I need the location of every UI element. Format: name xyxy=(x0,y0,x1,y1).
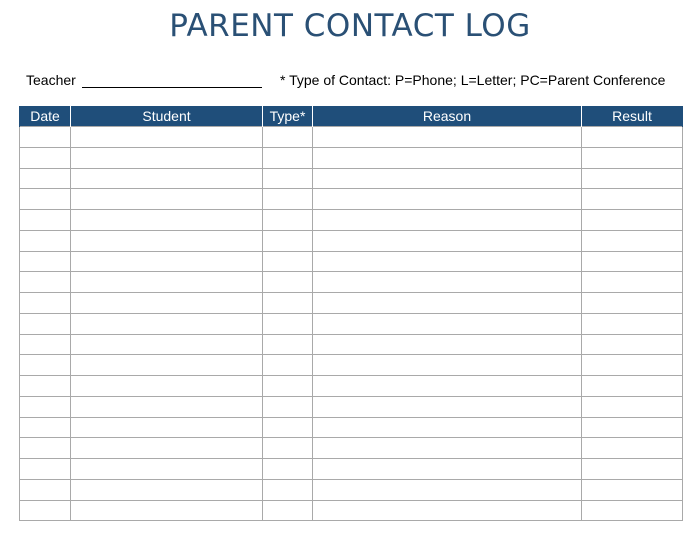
table-row xyxy=(20,168,683,189)
cell-reason[interactable] xyxy=(313,313,582,334)
cell-reason[interactable] xyxy=(313,230,582,251)
cell-result[interactable] xyxy=(582,396,683,417)
table-row xyxy=(20,147,683,168)
table-row xyxy=(20,459,683,480)
table-row xyxy=(20,396,683,417)
cell-student[interactable] xyxy=(71,293,263,314)
cell-result[interactable] xyxy=(582,189,683,210)
cell-result[interactable] xyxy=(582,168,683,189)
column-header-reason: Reason xyxy=(313,106,582,127)
cell-type[interactable] xyxy=(263,147,313,168)
cell-type[interactable] xyxy=(263,272,313,293)
table-row xyxy=(20,251,683,272)
cell-reason[interactable] xyxy=(313,479,582,500)
cell-student[interactable] xyxy=(71,127,263,148)
cell-result[interactable] xyxy=(582,334,683,355)
cell-date[interactable] xyxy=(20,210,71,231)
cell-result[interactable] xyxy=(582,417,683,438)
cell-reason[interactable] xyxy=(313,210,582,231)
cell-result[interactable] xyxy=(582,210,683,231)
cell-result[interactable] xyxy=(582,251,683,272)
cell-type[interactable] xyxy=(263,396,313,417)
cell-student[interactable] xyxy=(71,396,263,417)
cell-result[interactable] xyxy=(582,479,683,500)
column-header-student: Student xyxy=(71,106,263,127)
cell-result[interactable] xyxy=(582,376,683,397)
cell-student[interactable] xyxy=(71,376,263,397)
cell-date[interactable] xyxy=(20,230,71,251)
cell-reason[interactable] xyxy=(313,417,582,438)
table-row xyxy=(20,355,683,376)
cell-student[interactable] xyxy=(71,334,263,355)
cell-date[interactable] xyxy=(20,500,71,521)
cell-type[interactable] xyxy=(263,251,313,272)
cell-type[interactable] xyxy=(263,355,313,376)
cell-student[interactable] xyxy=(71,251,263,272)
cell-date[interactable] xyxy=(20,127,71,148)
table-row xyxy=(20,313,683,334)
cell-result[interactable] xyxy=(582,438,683,459)
cell-student[interactable] xyxy=(71,189,263,210)
cell-type[interactable] xyxy=(263,417,313,438)
table-row xyxy=(20,479,683,500)
cell-date[interactable] xyxy=(20,376,71,397)
cell-type[interactable] xyxy=(263,230,313,251)
page-title: PARENT CONTACT LOG xyxy=(169,8,531,44)
cell-date[interactable] xyxy=(20,168,71,189)
contact-log-table xyxy=(19,106,683,521)
cell-reason[interactable] xyxy=(313,147,582,168)
cell-result[interactable] xyxy=(582,500,683,521)
cell-type[interactable] xyxy=(263,376,313,397)
cell-student[interactable] xyxy=(71,438,263,459)
table-row xyxy=(20,210,683,231)
cell-result[interactable] xyxy=(582,313,683,334)
cell-reason[interactable] xyxy=(313,293,582,314)
table-row xyxy=(20,376,683,397)
cell-date[interactable] xyxy=(20,293,71,314)
cell-student[interactable] xyxy=(71,147,263,168)
table-header-row xyxy=(20,106,683,127)
cell-reason[interactable] xyxy=(313,251,582,272)
cell-student[interactable] xyxy=(71,500,263,521)
column-header-type: Type* xyxy=(263,106,313,127)
cell-reason[interactable] xyxy=(313,168,582,189)
cell-date[interactable] xyxy=(20,189,71,210)
cell-result[interactable] xyxy=(582,127,683,148)
cell-reason[interactable] xyxy=(313,376,582,397)
cell-result[interactable] xyxy=(582,459,683,480)
table-row xyxy=(20,500,683,521)
teacher-name-line[interactable] xyxy=(82,87,262,88)
cell-date[interactable] xyxy=(20,251,71,272)
cell-date[interactable] xyxy=(20,334,71,355)
cell-type[interactable] xyxy=(263,313,313,334)
table-row xyxy=(20,293,683,314)
contact-type-legend: * Type of Contact: P=Phone; L=Letter; PC=Parent Conference xyxy=(280,72,666,88)
cell-student[interactable] xyxy=(71,272,263,293)
info-row xyxy=(26,72,686,92)
cell-student[interactable] xyxy=(71,230,263,251)
cell-date[interactable] xyxy=(20,459,71,480)
table-row xyxy=(20,189,683,210)
cell-reason[interactable] xyxy=(313,355,582,376)
cell-reason[interactable] xyxy=(313,396,582,417)
cell-type[interactable] xyxy=(263,189,313,210)
teacher-label: Teacher xyxy=(26,72,76,88)
cell-student[interactable] xyxy=(71,479,263,500)
cell-reason[interactable] xyxy=(313,127,582,148)
cell-date[interactable] xyxy=(20,479,71,500)
cell-type[interactable] xyxy=(263,438,313,459)
table-body xyxy=(20,127,683,521)
cell-type[interactable] xyxy=(263,210,313,231)
cell-result[interactable] xyxy=(582,147,683,168)
cell-student[interactable] xyxy=(71,313,263,334)
cell-date[interactable] xyxy=(20,272,71,293)
cell-date[interactable] xyxy=(20,396,71,417)
cell-type[interactable] xyxy=(263,500,313,521)
cell-result[interactable] xyxy=(582,355,683,376)
table-row xyxy=(20,417,683,438)
cell-type[interactable] xyxy=(263,168,313,189)
cell-type[interactable] xyxy=(263,127,313,148)
table-row xyxy=(20,334,683,355)
cell-date[interactable] xyxy=(20,355,71,376)
table-row xyxy=(20,272,683,293)
cell-type[interactable] xyxy=(263,334,313,355)
cell-date[interactable] xyxy=(20,438,71,459)
cell-student[interactable] xyxy=(71,417,263,438)
cell-result[interactable] xyxy=(582,230,683,251)
cell-type[interactable] xyxy=(263,293,313,314)
table-row xyxy=(20,127,683,148)
cell-student[interactable] xyxy=(71,355,263,376)
cell-reason[interactable] xyxy=(313,500,582,521)
column-header-result: Result xyxy=(582,106,683,127)
cell-reason[interactable] xyxy=(313,272,582,293)
cell-type[interactable] xyxy=(263,479,313,500)
cell-reason[interactable] xyxy=(313,438,582,459)
cell-result[interactable] xyxy=(582,293,683,314)
cell-date[interactable] xyxy=(20,417,71,438)
cell-reason[interactable] xyxy=(313,459,582,480)
cell-result[interactable] xyxy=(582,272,683,293)
cell-date[interactable] xyxy=(20,313,71,334)
cell-student[interactable] xyxy=(71,459,263,480)
cell-date[interactable] xyxy=(20,147,71,168)
cell-type[interactable] xyxy=(263,459,313,480)
cell-student[interactable] xyxy=(71,210,263,231)
cell-student[interactable] xyxy=(71,168,263,189)
cell-reason[interactable] xyxy=(313,189,582,210)
table-row xyxy=(20,230,683,251)
cell-reason[interactable] xyxy=(313,334,582,355)
table-row xyxy=(20,438,683,459)
column-header-date: Date xyxy=(20,106,71,127)
